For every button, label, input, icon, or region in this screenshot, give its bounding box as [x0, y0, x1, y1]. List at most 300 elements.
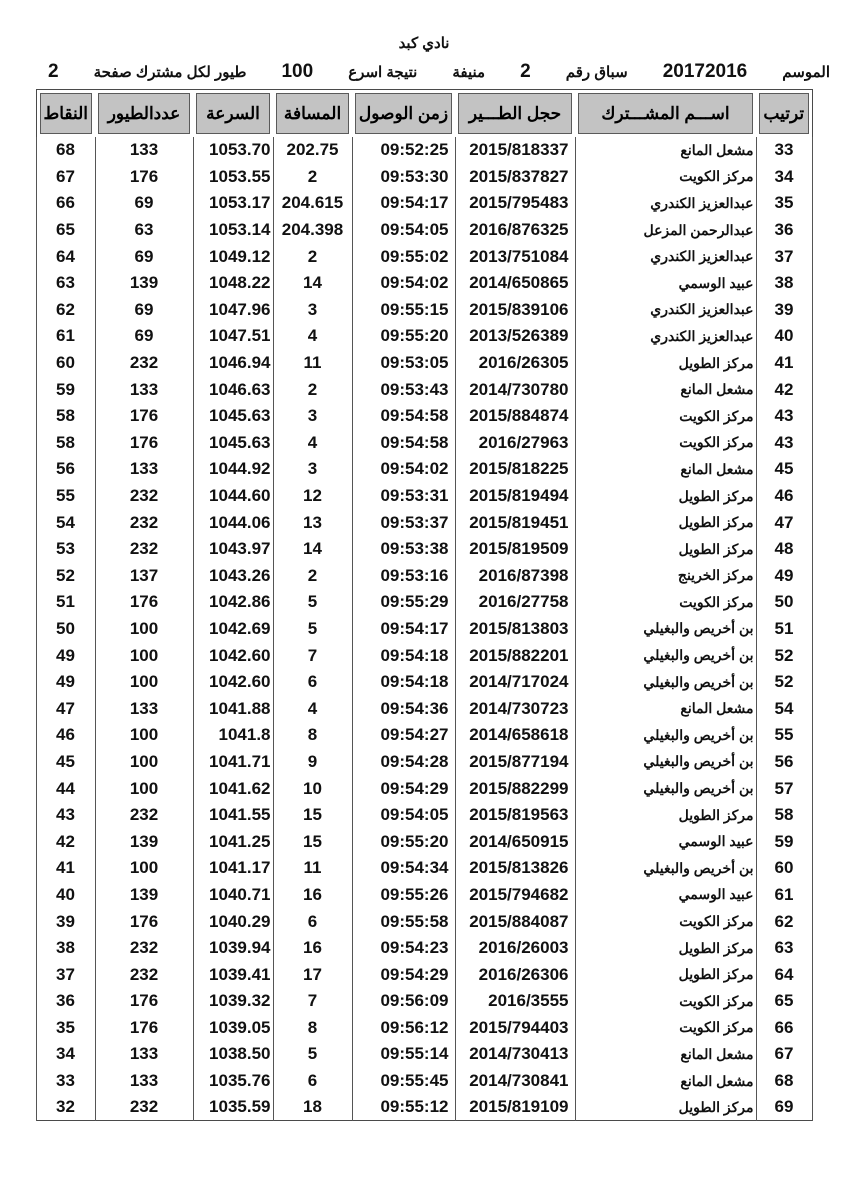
- rank-cell: 37: [756, 243, 812, 270]
- speed-cell: 1043.97: [193, 536, 273, 563]
- ring-number-cell: 2015/884874: [455, 403, 575, 430]
- birds-count-cell: 137: [95, 563, 193, 590]
- points-cell: 54: [36, 509, 95, 536]
- birds-count-cell: 176: [95, 589, 193, 616]
- column-header-points: النقاط: [36, 90, 95, 138]
- table-row: [36, 483, 812, 510]
- arrival-time-cell: 09:54:29: [352, 775, 455, 802]
- participant-name-cell: مشعل المانع: [575, 456, 756, 483]
- table-row: [36, 908, 812, 935]
- rank-cell: 68: [756, 1068, 812, 1095]
- speed-cell: 1043.26: [193, 563, 273, 590]
- ring-number-cell: 2015/837827: [455, 164, 575, 191]
- speed-cell: 1035.59: [193, 1094, 273, 1121]
- distance-cell: 204.398: [273, 217, 352, 244]
- participant-name-cell: عبيد الوسمي: [575, 828, 756, 855]
- speed-cell: 1042.69: [193, 616, 273, 643]
- rank-cell: 35: [756, 190, 812, 217]
- season-value: 20172016: [662, 61, 748, 82]
- table-row: [36, 722, 812, 749]
- points-cell: 35: [36, 1015, 95, 1042]
- birds-count-cell: 176: [95, 164, 193, 191]
- column-header-name: اســـم المشـــترك: [575, 90, 756, 138]
- participant-name-cell: بن أخريص والبغيلي: [575, 722, 756, 749]
- ring-number-cell: 2015/813826: [455, 855, 575, 882]
- ring-number-cell: 2015/819563: [455, 802, 575, 829]
- ring-number-cell: 2016/26003: [455, 935, 575, 962]
- column-header-speed: السرعة: [193, 90, 273, 138]
- rank-cell: 54: [756, 695, 812, 722]
- arrival-time-cell: 09:54:27: [352, 722, 455, 749]
- column-header-arrival: زمن الوصول: [352, 90, 455, 138]
- distance-cell: 6: [273, 669, 352, 696]
- participant-name-cell: بن أخريص والبغيلي: [575, 642, 756, 669]
- race-number-value: 2: [520, 61, 531, 82]
- speed-cell: 1041.55: [193, 802, 273, 829]
- distance-cell: 2: [273, 563, 352, 590]
- column-header-distance: المسافة: [273, 90, 352, 138]
- race-number-label: سباق رقم: [565, 64, 628, 81]
- speed-cell: 1046.94: [193, 350, 273, 377]
- birds-count-cell: 232: [95, 935, 193, 962]
- arrival-time-cell: 09:55:15: [352, 297, 455, 324]
- distance-cell: 9: [273, 749, 352, 776]
- arrival-time-cell: 09:53:38: [352, 536, 455, 563]
- distance-cell: 12: [273, 483, 352, 510]
- speed-cell: 1039.32: [193, 988, 273, 1015]
- participant-name-cell: بن أخريص والبغيلي: [575, 749, 756, 776]
- participant-name-cell: مركز الكويت: [575, 164, 756, 191]
- distance-cell: 2: [273, 376, 352, 403]
- distance-cell: 15: [273, 828, 352, 855]
- table-row: [36, 961, 812, 988]
- arrival-time-cell: 09:53:16: [352, 563, 455, 590]
- points-cell: 60: [36, 350, 95, 377]
- ring-number-cell: 2016/3555: [455, 988, 575, 1015]
- ring-number-cell: 2016/87398: [455, 563, 575, 590]
- table-row: [36, 376, 812, 403]
- distance-cell: 8: [273, 1015, 352, 1042]
- points-cell: 68: [36, 137, 95, 164]
- birds-count-cell: 139: [95, 882, 193, 909]
- rank-cell: 39: [756, 297, 812, 324]
- rank-cell: 43: [756, 403, 812, 430]
- points-cell: 42: [36, 828, 95, 855]
- column-header-birds: عددالطيور: [95, 90, 193, 138]
- birds-count-cell: 69: [95, 323, 193, 350]
- ring-number-cell: 2015/818225: [455, 456, 575, 483]
- points-cell: 50: [36, 616, 95, 643]
- points-cell: 64: [36, 243, 95, 270]
- distance-cell: 3: [273, 403, 352, 430]
- rank-cell: 38: [756, 270, 812, 297]
- birds-count-cell: 133: [95, 1068, 193, 1095]
- participant-name-cell: عبيد الوسمي: [575, 270, 756, 297]
- rank-cell: 63: [756, 935, 812, 962]
- points-cell: 43: [36, 802, 95, 829]
- table-row: [36, 137, 812, 164]
- points-cell: 53: [36, 536, 95, 563]
- birds-count-cell: 100: [95, 855, 193, 882]
- distance-cell: 204.615: [273, 190, 352, 217]
- distance-cell: 2: [273, 243, 352, 270]
- arrival-time-cell: 09:56:09: [352, 988, 455, 1015]
- ring-number-cell: 2013/526389: [455, 323, 575, 350]
- birds-count-cell: 176: [95, 988, 193, 1015]
- rank-cell: 41: [756, 350, 812, 377]
- points-cell: 66: [36, 190, 95, 217]
- rank-cell: 56: [756, 749, 812, 776]
- arrival-time-cell: 09:54:23: [352, 935, 455, 962]
- birds-count-cell: 176: [95, 403, 193, 430]
- rank-cell: 34: [756, 164, 812, 191]
- participant-name-cell: مركز الطويل: [575, 961, 756, 988]
- participant-name-cell: بن أخريص والبغيلي: [575, 669, 756, 696]
- points-cell: 44: [36, 775, 95, 802]
- distance-cell: 11: [273, 855, 352, 882]
- speed-cell: 1049.12: [193, 243, 273, 270]
- ring-number-cell: 2014/650915: [455, 828, 575, 855]
- rank-cell: 51: [756, 616, 812, 643]
- table-row: [36, 802, 812, 829]
- participant-name-cell: عبدالعزيز الكندري: [575, 323, 756, 350]
- rank-cell: 64: [756, 961, 812, 988]
- birds-count-cell: 232: [95, 350, 193, 377]
- table-row: [36, 270, 812, 297]
- arrival-time-cell: 09:54:29: [352, 961, 455, 988]
- speed-cell: 1041.71: [193, 749, 273, 776]
- ring-number-cell: 2015/795483: [455, 190, 575, 217]
- distance-cell: 14: [273, 270, 352, 297]
- points-cell: 38: [36, 935, 95, 962]
- arrival-time-cell: 09:55:12: [352, 1094, 455, 1121]
- ring-number-cell: 2014/658618: [455, 722, 575, 749]
- points-cell: 52: [36, 563, 95, 590]
- speed-cell: 1041.25: [193, 828, 273, 855]
- distance-cell: 8: [273, 722, 352, 749]
- speed-cell: 1042.86: [193, 589, 273, 616]
- participant-name-cell: مشعل المانع: [575, 1041, 756, 1068]
- birds-count-cell: 100: [95, 669, 193, 696]
- page-number-value: 2: [48, 61, 59, 82]
- birds-count-cell: 133: [95, 137, 193, 164]
- ring-number-cell: 2016/27963: [455, 430, 575, 457]
- table-row: [36, 350, 812, 377]
- speed-cell: 1039.41: [193, 961, 273, 988]
- race-info-line: [0, 61, 848, 83]
- rank-cell: 49: [756, 563, 812, 590]
- participant-name-cell: مركز الخرينج: [575, 563, 756, 590]
- rank-cell: 59: [756, 828, 812, 855]
- speed-cell: 1044.06: [193, 509, 273, 536]
- ring-number-cell: 2015/794682: [455, 882, 575, 909]
- birds-count-cell: 232: [95, 483, 193, 510]
- table-row: [36, 430, 812, 457]
- points-cell: 58: [36, 403, 95, 430]
- table-row: [36, 536, 812, 563]
- arrival-time-cell: 09:53:31: [352, 483, 455, 510]
- distance-cell: 3: [273, 297, 352, 324]
- column-header-ring: حجل الطـــير: [455, 90, 575, 138]
- speed-cell: 1044.60: [193, 483, 273, 510]
- arrival-time-cell: 09:54:02: [352, 270, 455, 297]
- birds-count-cell: 100: [95, 616, 193, 643]
- participant-name-cell: مركز الطويل: [575, 536, 756, 563]
- race-name: منيفة: [452, 64, 486, 81]
- points-cell: 33: [36, 1068, 95, 1095]
- distance-cell: 11: [273, 350, 352, 377]
- rank-cell: 50: [756, 589, 812, 616]
- ring-number-cell: 2015/819494: [455, 483, 575, 510]
- table-row: [36, 882, 812, 909]
- rank-cell: 67: [756, 1041, 812, 1068]
- rank-cell: 46: [756, 483, 812, 510]
- speed-cell: 1042.60: [193, 669, 273, 696]
- participant-name-cell: بن أخريص والبغيلي: [575, 616, 756, 643]
- distance-cell: 4: [273, 323, 352, 350]
- birds-count-cell: 133: [95, 376, 193, 403]
- distance-cell: 3: [273, 456, 352, 483]
- participant-name-cell: مشعل المانع: [575, 376, 756, 403]
- table-row: [36, 695, 812, 722]
- birds-count-cell: 100: [95, 775, 193, 802]
- rank-cell: 52: [756, 669, 812, 696]
- distance-cell: 4: [273, 695, 352, 722]
- ring-number-cell: 2014/717024: [455, 669, 575, 696]
- ring-number-cell: 2014/730841: [455, 1068, 575, 1095]
- table-row: [36, 243, 812, 270]
- speed-cell: 1041.8: [193, 722, 273, 749]
- participant-name-cell: عبدالرحمن المزعل: [575, 217, 756, 244]
- table-row: [36, 616, 812, 643]
- ring-number-cell: 2015/819509: [455, 536, 575, 563]
- participant-name-cell: مركز الكويت: [575, 589, 756, 616]
- season-label: الموسم: [782, 64, 830, 81]
- points-cell: 40: [36, 882, 95, 909]
- table-row: [36, 403, 812, 430]
- points-cell: 47: [36, 695, 95, 722]
- ring-number-cell: 2015/819109: [455, 1094, 575, 1121]
- points-cell: 65: [36, 217, 95, 244]
- ring-number-cell: 2014/730413: [455, 1041, 575, 1068]
- results-table: [36, 89, 813, 1121]
- rank-cell: 61: [756, 882, 812, 909]
- arrival-time-cell: 09:54:05: [352, 217, 455, 244]
- distance-cell: 7: [273, 988, 352, 1015]
- points-cell: 67: [36, 164, 95, 191]
- points-cell: 62: [36, 297, 95, 324]
- points-cell: 46: [36, 722, 95, 749]
- birds-count-cell: 69: [95, 243, 193, 270]
- arrival-time-cell: 09:53:37: [352, 509, 455, 536]
- ring-number-cell: 2015/877194: [455, 749, 575, 776]
- rank-cell: 45: [756, 456, 812, 483]
- table-row: [36, 297, 812, 324]
- speed-cell: 1040.29: [193, 908, 273, 935]
- birds-count-cell: 232: [95, 509, 193, 536]
- speed-cell: 1039.05: [193, 1015, 273, 1042]
- points-cell: 34: [36, 1041, 95, 1068]
- points-cell: 51: [36, 589, 95, 616]
- table-row: [36, 190, 812, 217]
- arrival-time-cell: 09:54:36: [352, 695, 455, 722]
- participant-name-cell: مركز الكويت: [575, 988, 756, 1015]
- distance-cell: 4: [273, 430, 352, 457]
- arrival-time-cell: 09:55:20: [352, 828, 455, 855]
- arrival-time-cell: 09:54:18: [352, 642, 455, 669]
- speed-cell: 1045.63: [193, 403, 273, 430]
- results-body: [36, 137, 812, 1121]
- ring-number-cell: 2015/882201: [455, 642, 575, 669]
- participant-name-cell: مركز الكويت: [575, 908, 756, 935]
- participant-name-cell: مركز الطويل: [575, 350, 756, 377]
- table-row: [36, 1068, 812, 1095]
- rank-cell: 58: [756, 802, 812, 829]
- points-cell: 37: [36, 961, 95, 988]
- participant-name-cell: مشعل المانع: [575, 137, 756, 164]
- rank-cell: 55: [756, 722, 812, 749]
- birds-count-cell: 232: [95, 802, 193, 829]
- ring-number-cell: 2013/751084: [455, 243, 575, 270]
- birds-count-cell: 176: [95, 908, 193, 935]
- arrival-time-cell: 09:54:17: [352, 190, 455, 217]
- arrival-time-cell: 09:55:58: [352, 908, 455, 935]
- rank-cell: 43: [756, 430, 812, 457]
- arrival-time-cell: 09:54:18: [352, 669, 455, 696]
- arrival-time-cell: 09:52:25: [352, 137, 455, 164]
- ring-number-cell: 2015/818337: [455, 137, 575, 164]
- birds-limit-value: 100: [281, 61, 314, 82]
- distance-cell: 14: [273, 536, 352, 563]
- distance-cell: 17: [273, 961, 352, 988]
- arrival-time-cell: 09:54:02: [352, 456, 455, 483]
- points-cell: 49: [36, 642, 95, 669]
- speed-cell: 1053.17: [193, 190, 273, 217]
- distance-cell: 16: [273, 935, 352, 962]
- arrival-time-cell: 09:54:58: [352, 403, 455, 430]
- arrival-time-cell: 09:55:14: [352, 1041, 455, 1068]
- arrival-time-cell: 09:54:17: [352, 616, 455, 643]
- ring-number-cell: 2015/794403: [455, 1015, 575, 1042]
- arrival-time-cell: 09:55:45: [352, 1068, 455, 1095]
- table-row: [36, 669, 812, 696]
- speed-cell: 1039.94: [193, 935, 273, 962]
- participant-name-cell: مركز الطويل: [575, 509, 756, 536]
- participant-name-cell: مركز الطويل: [575, 802, 756, 829]
- participant-name-cell: عبيد الوسمي: [575, 882, 756, 909]
- rank-cell: 57: [756, 775, 812, 802]
- rank-cell: 40: [756, 323, 812, 350]
- club-title: نادي كبد: [398, 35, 450, 52]
- ring-number-cell: 2016/26305: [455, 350, 575, 377]
- column-header-rank: ترتيب: [756, 90, 812, 138]
- table-row: [36, 935, 812, 962]
- points-cell: 59: [36, 376, 95, 403]
- ring-number-cell: 2014/650865: [455, 270, 575, 297]
- points-cell: 58: [36, 430, 95, 457]
- ring-number-cell: 2015/819451: [455, 509, 575, 536]
- birds-count-cell: 69: [95, 297, 193, 324]
- ring-number-cell: 2014/730780: [455, 376, 575, 403]
- table-row: [36, 642, 812, 669]
- participant-name-cell: مركز الكويت: [575, 1015, 756, 1042]
- ring-number-cell: 2015/839106: [455, 297, 575, 324]
- speed-cell: 1042.60: [193, 642, 273, 669]
- points-cell: 49: [36, 669, 95, 696]
- table-header-row: [36, 90, 812, 138]
- birds-count-cell: 100: [95, 749, 193, 776]
- birds-count-cell: 133: [95, 695, 193, 722]
- ring-number-cell: 2015/813803: [455, 616, 575, 643]
- speed-cell: 1038.50: [193, 1041, 273, 1068]
- participant-name-cell: مشعل المانع: [575, 695, 756, 722]
- birds-count-cell: 133: [95, 456, 193, 483]
- birds-count-cell: 63: [95, 217, 193, 244]
- speed-cell: 1045.63: [193, 430, 273, 457]
- arrival-time-cell: 09:55:20: [352, 323, 455, 350]
- rank-cell: 65: [756, 988, 812, 1015]
- speed-cell: 1053.55: [193, 164, 273, 191]
- distance-cell: 13: [273, 509, 352, 536]
- speed-cell: 1041.17: [193, 855, 273, 882]
- table-row: [36, 1094, 812, 1121]
- participant-name-cell: عبدالعزيز الكندري: [575, 243, 756, 270]
- birds-count-cell: 100: [95, 642, 193, 669]
- distance-cell: 18: [273, 1094, 352, 1121]
- rank-cell: 47: [756, 509, 812, 536]
- table-row: [36, 563, 812, 590]
- table-row: [36, 1015, 812, 1042]
- birds-count-cell: 100: [95, 722, 193, 749]
- participant-name-cell: مركز الطويل: [575, 483, 756, 510]
- ring-number-cell: 2016/26306: [455, 961, 575, 988]
- rank-cell: 33: [756, 137, 812, 164]
- points-cell: 63: [36, 270, 95, 297]
- table-row: [36, 828, 812, 855]
- arrival-time-cell: 09:54:05: [352, 802, 455, 829]
- ring-number-cell: 2015/882299: [455, 775, 575, 802]
- table-row: [36, 855, 812, 882]
- points-cell: 56: [36, 456, 95, 483]
- arrival-time-cell: 09:53:30: [352, 164, 455, 191]
- arrival-time-cell: 09:55:26: [352, 882, 455, 909]
- participant-name-cell: بن أخريص والبغيلي: [575, 775, 756, 802]
- birds-count-cell: 232: [95, 961, 193, 988]
- birds-count-cell: 232: [95, 1094, 193, 1121]
- birds-count-cell: 69: [95, 190, 193, 217]
- arrival-time-cell: 09:54:34: [352, 855, 455, 882]
- table-row: [36, 589, 812, 616]
- table-row: [36, 164, 812, 191]
- arrival-time-cell: 09:55:29: [352, 589, 455, 616]
- distance-cell: 7: [273, 642, 352, 669]
- speed-cell: 1044.92: [193, 456, 273, 483]
- distance-cell: 10: [273, 775, 352, 802]
- participant-name-cell: مركز الطويل: [575, 935, 756, 962]
- table-row: [36, 749, 812, 776]
- arrival-time-cell: 09:54:58: [352, 430, 455, 457]
- rank-cell: 60: [756, 855, 812, 882]
- rank-cell: 48: [756, 536, 812, 563]
- birds-count-cell: 176: [95, 430, 193, 457]
- birds-count-cell: 232: [95, 536, 193, 563]
- distance-cell: 6: [273, 908, 352, 935]
- ring-number-cell: 2016/876325: [455, 217, 575, 244]
- birds-count-cell: 139: [95, 828, 193, 855]
- speed-cell: 1047.96: [193, 297, 273, 324]
- rank-cell: 62: [756, 908, 812, 935]
- participant-name-cell: مشعل المانع: [575, 1068, 756, 1095]
